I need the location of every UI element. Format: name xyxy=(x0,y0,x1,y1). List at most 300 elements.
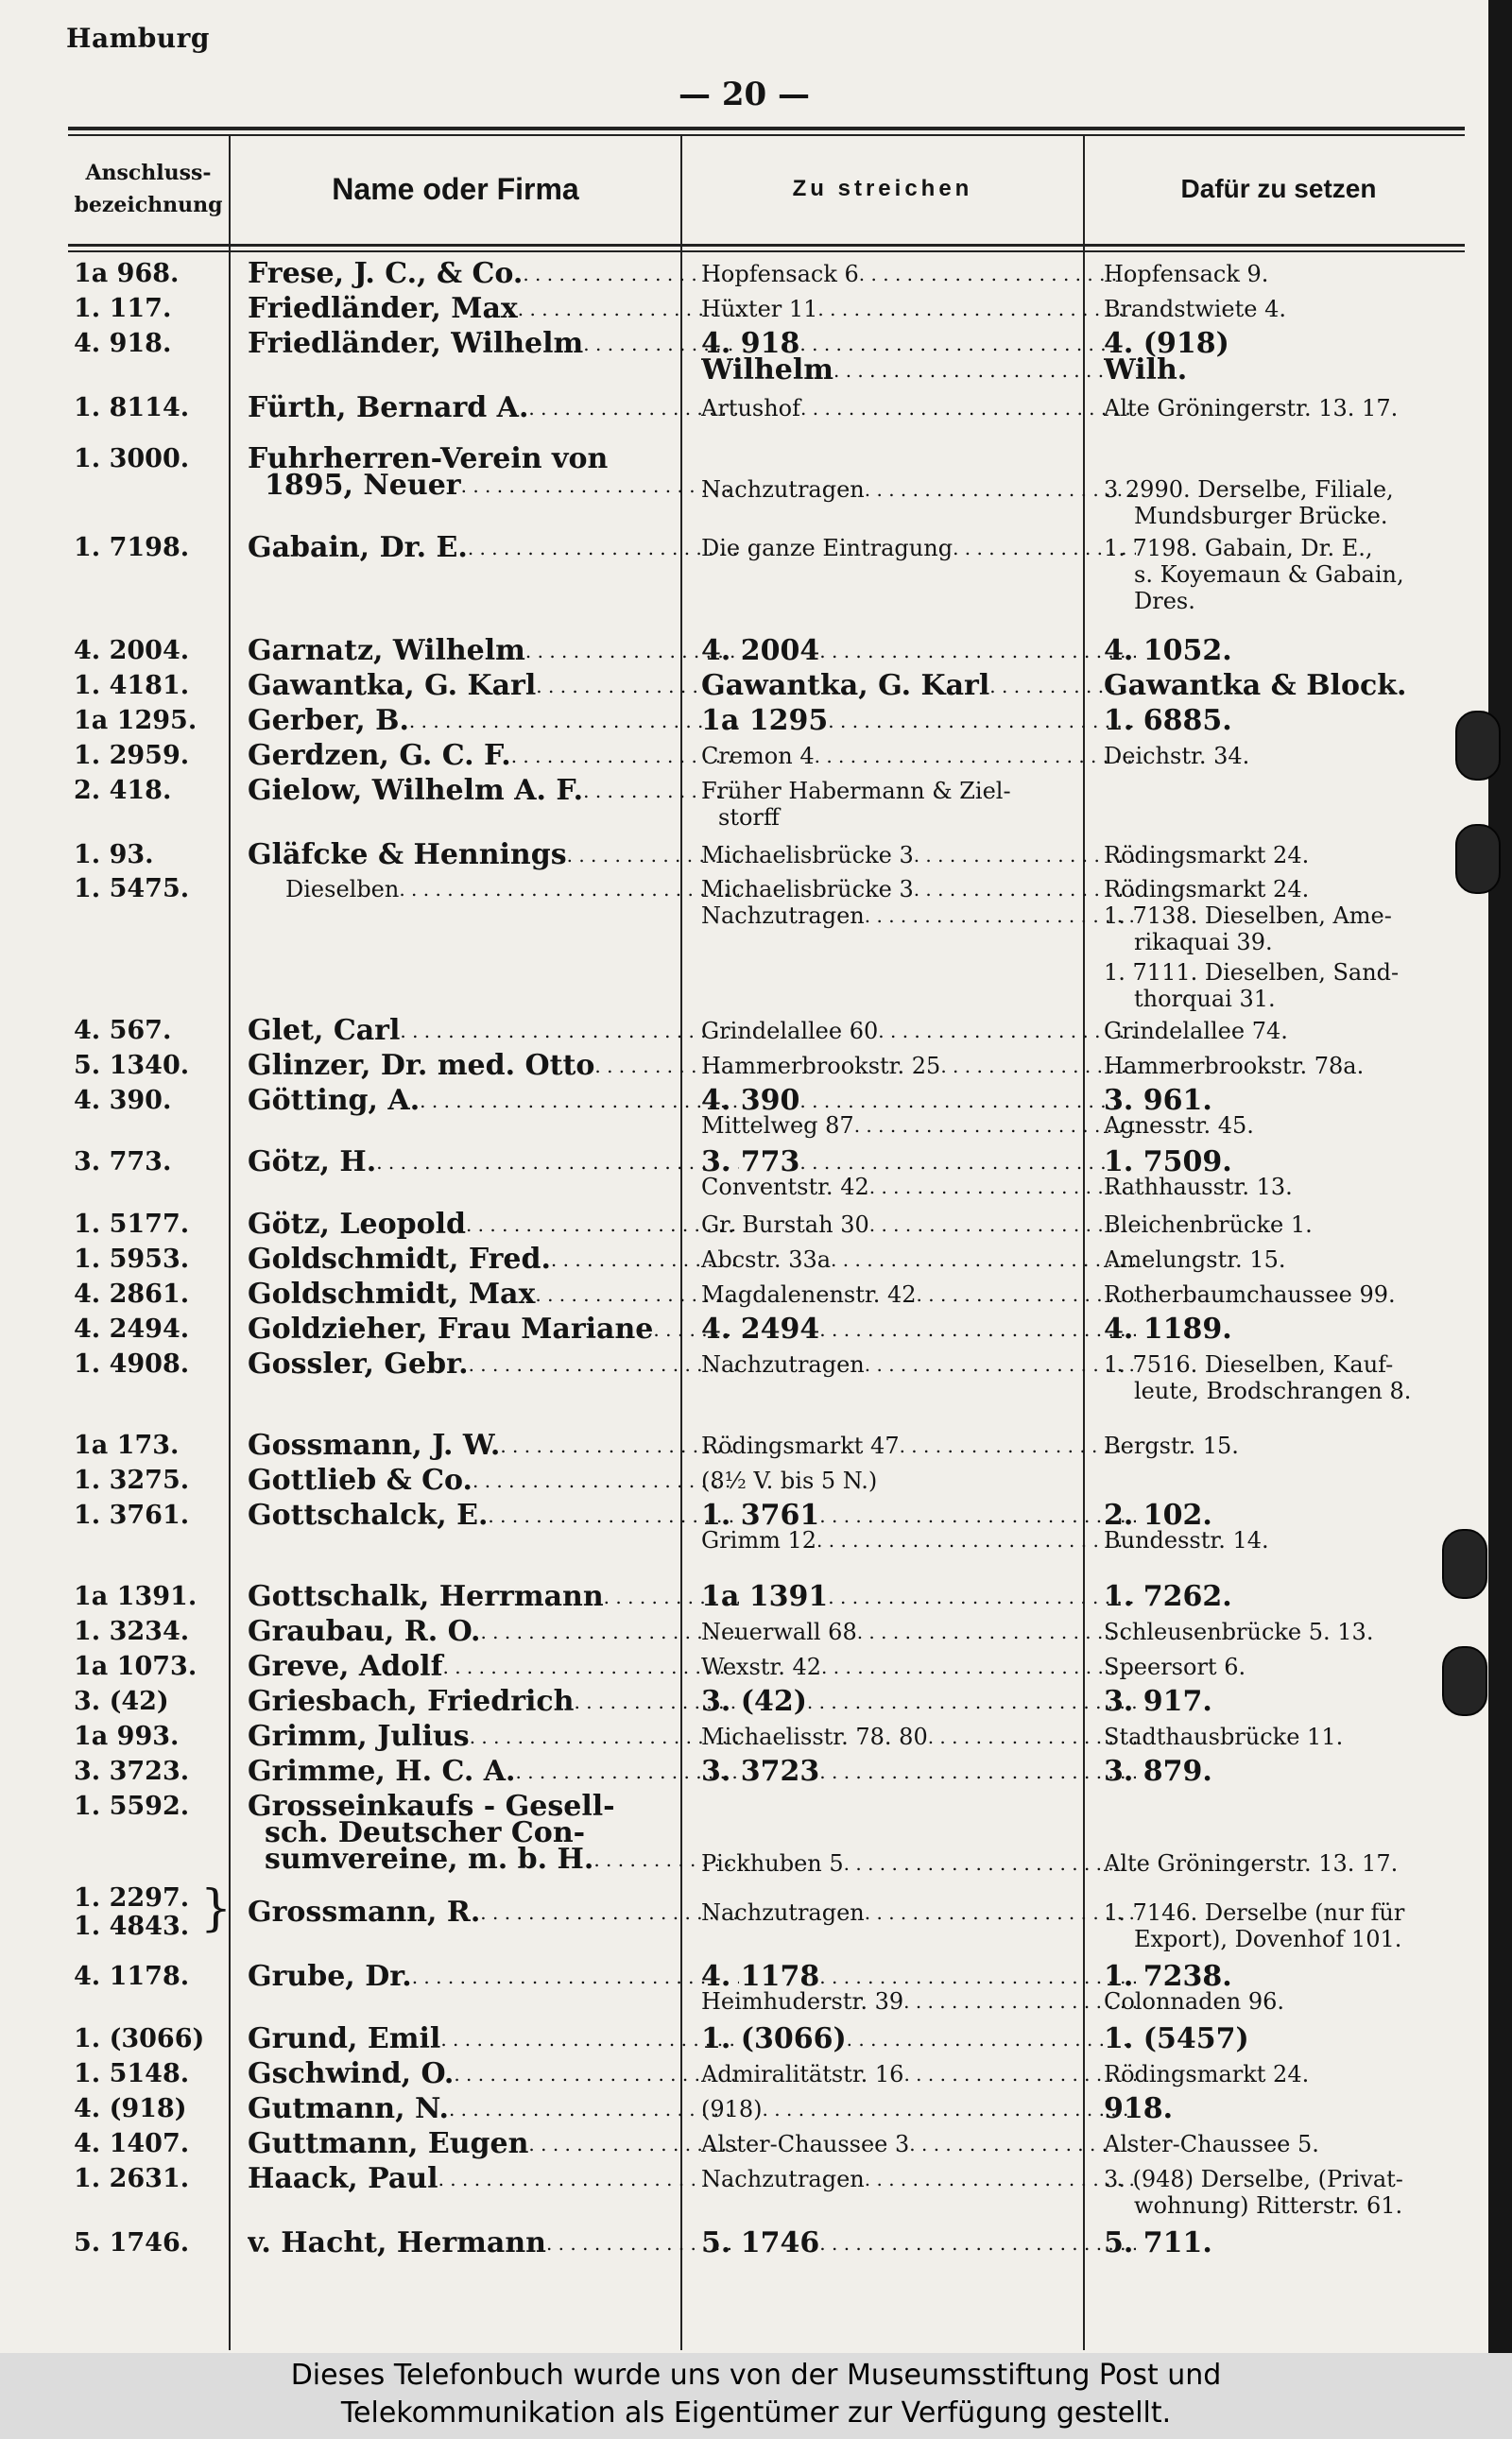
entry-name-text: Götting, A. xyxy=(248,1084,421,1117)
entry-strike-text: Neuerwall 68 xyxy=(701,1619,857,1645)
entry-name-text: Grimm, Julius xyxy=(248,1720,470,1753)
entry-name-text: Grimme, H. C. A. xyxy=(248,1755,516,1788)
entry-set: Brandstwiete 4. xyxy=(1104,296,1286,322)
entry-set: Speersort 6. xyxy=(1104,1654,1246,1680)
entry-strike-text: Hammerbrookstr. 25 xyxy=(701,1053,941,1079)
binder-hole-icon xyxy=(1442,1646,1487,1716)
entry-name-text: Friedländer, Wilhelm xyxy=(248,327,584,360)
entry-name-text: Götz, H. xyxy=(248,1145,377,1178)
entry-name-text: Gschwind, O. xyxy=(248,2057,455,2090)
dot-leader xyxy=(865,472,1136,507)
entry-strike-text: 5. 1746 xyxy=(701,2226,820,2259)
entry-number: 4. 2494. xyxy=(74,1314,190,1344)
entry-strike-text: 3. (42) xyxy=(701,1685,807,1718)
entry-set-line: 3. 961. xyxy=(1104,1084,1212,1117)
entry-name xyxy=(248,1685,739,1719)
entry-name xyxy=(248,1049,739,1083)
dot-leader xyxy=(859,257,1136,291)
entry-name-text: Grube, Dr. xyxy=(248,1960,412,1993)
entry-name xyxy=(248,391,739,425)
dot-leader xyxy=(472,1464,739,1498)
entry-set: Deichstr. 34. xyxy=(1104,743,1250,769)
entry-name xyxy=(248,531,739,565)
entry-name xyxy=(248,1650,739,1684)
entry-strike xyxy=(701,1145,1136,1204)
entry-number: 4. 1178. xyxy=(74,1962,190,1991)
entry-set-line: 1. 7138. Dieselben, Ame- xyxy=(1104,902,1392,929)
entry-set-line: 3. (948) Derselbe, (Privat- xyxy=(1104,2166,1403,2192)
entry-number: 1. 7198. xyxy=(74,533,190,562)
entry-name xyxy=(248,1960,739,1994)
entry-number: 1. 8114. xyxy=(74,393,190,422)
dot-leader xyxy=(376,1145,739,1179)
entry-strike xyxy=(701,2226,1136,2260)
dot-leader xyxy=(869,1208,1136,1242)
entry-strike-text: Abcstr. 33a xyxy=(701,1246,832,1273)
entry-strike-text: Artushof xyxy=(701,395,801,421)
entry-strike xyxy=(701,1615,1136,1649)
entry-set: 5. 711. xyxy=(1104,2226,1212,2259)
entry-number: 1. 2959. xyxy=(74,741,190,770)
entry-strike-text: Nachzutragen xyxy=(701,1899,865,1926)
entry-name xyxy=(248,2127,739,2161)
entry-name xyxy=(248,1348,739,1382)
entry-strike xyxy=(701,739,1136,773)
entry-strike xyxy=(701,1014,1136,1048)
entry-strike-text: 4. 390 xyxy=(701,1084,800,1117)
entry-strike-text: 4. 2494 xyxy=(701,1313,820,1346)
entry-number: 4. 567. xyxy=(74,1016,172,1045)
entry-strike-text: (918) xyxy=(701,2096,763,2122)
entry-number: 1. 5953. xyxy=(74,1245,190,1274)
entry-name xyxy=(248,1208,739,1242)
entry-set-line: Export), Dovenhof 101. xyxy=(1134,1926,1402,1952)
entry-set: 1. 6885. xyxy=(1104,704,1232,737)
entry-set-line: 3 2990. Derselbe, Filiale, xyxy=(1104,476,1394,503)
entry-number: 1a 1295. xyxy=(74,706,198,735)
column-header-anschluss-line1: Anschluss- xyxy=(85,161,212,185)
dot-leader xyxy=(420,1084,739,1118)
entry-number: 1. 5148. xyxy=(74,2059,190,2088)
entry-name xyxy=(248,1464,739,1498)
dot-leader xyxy=(847,2022,1136,2056)
entry-set-line: wohnung) Ritterstr. 61. xyxy=(1134,2192,1403,2219)
entry-name xyxy=(248,774,739,808)
entry-number: 1a 1391. xyxy=(74,1582,198,1611)
entry-name-text: Frese, J. C., & Co. xyxy=(248,257,524,290)
entry-strike xyxy=(701,1650,1136,1684)
entry-set: Rotherbaumchaussee 99. xyxy=(1104,1281,1396,1308)
entry-name xyxy=(248,1615,739,1649)
entry-number: 4. 2004. xyxy=(74,636,190,665)
entry-strike-line: storff xyxy=(718,804,780,831)
running-head: Hamburg xyxy=(66,23,210,54)
dot-leader xyxy=(480,1615,739,1649)
entry-strike xyxy=(701,327,1136,387)
entry-strike xyxy=(701,1960,1136,2018)
entry-strike xyxy=(701,1313,1136,1347)
entry-strike xyxy=(701,1243,1136,1277)
entry-strike xyxy=(701,2057,1136,2091)
dot-leader xyxy=(438,2162,739,2196)
entry-strike xyxy=(701,634,1136,668)
entry-name-text: Goldzieher, Frau Mariane xyxy=(248,1313,654,1346)
entry-name xyxy=(248,704,739,738)
entry-set: 4. 1052. xyxy=(1104,634,1232,667)
entry-strike xyxy=(701,669,1136,703)
entry-number: 2. 418. xyxy=(74,776,172,805)
footer-line-1: Dieses Telefonbuch wurde uns von der Museumsstiftung Post und xyxy=(290,2359,1222,2392)
dot-leader xyxy=(466,1208,739,1242)
entry-strike: (8½ V. bis 5 N.) xyxy=(701,1468,878,1494)
dot-leader xyxy=(819,1755,1136,1789)
dot-leader xyxy=(800,391,1136,425)
dot-leader xyxy=(878,1014,1136,1048)
dot-leader xyxy=(869,1170,1136,1204)
dot-leader xyxy=(469,1348,739,1382)
binder-hole-icon xyxy=(1442,1529,1487,1599)
entry-set: Hopfensack 9. xyxy=(1104,261,1269,287)
entry-strike xyxy=(701,872,1136,933)
entry-number: 5. 1340. xyxy=(74,1051,190,1080)
entry-name xyxy=(248,2226,739,2260)
entry-strike xyxy=(701,1049,1136,1083)
entry-strike xyxy=(701,1348,1136,1382)
entry-name-text: Gielow, Wilhelm A. F. xyxy=(248,774,584,807)
entry-number: 1. 5592. xyxy=(74,1792,190,1821)
entry-name-text: v. Hacht, Hermann xyxy=(248,2226,546,2259)
dot-leader xyxy=(468,531,739,565)
entry-name-text: Greve, Adolf xyxy=(248,1650,443,1683)
entry-name xyxy=(248,292,739,326)
entry-strike-text: Wilhelm xyxy=(701,353,833,386)
entry-set xyxy=(1104,1896,1512,1956)
entry-name-text: Grossmann, R. xyxy=(248,1896,481,1929)
entry-number: 4. 1407. xyxy=(74,2129,190,2158)
footer-notice xyxy=(0,2353,1512,2439)
entry-number: 1a 173. xyxy=(74,1431,180,1460)
dot-leader xyxy=(815,739,1136,773)
column-header-name: Name oder Firma xyxy=(332,171,579,206)
entry-number: 1. 3000. xyxy=(74,444,190,473)
entry-set: Hammerbrookstr. 78a. xyxy=(1104,1053,1365,1079)
binder-hole-icon xyxy=(1455,824,1501,894)
entry-number: 4. 390. xyxy=(74,1086,172,1115)
entry-set-line: Wilh. xyxy=(1104,353,1188,386)
entry-strike xyxy=(701,1580,1136,1614)
entry-strike xyxy=(701,704,1136,738)
entry-name-text: Gawantka, G. Karl xyxy=(248,669,537,702)
dot-leader xyxy=(763,2092,1136,2126)
entry-set: 3. 879. xyxy=(1104,1755,1212,1788)
entry-number: 3. 773. xyxy=(74,1147,172,1177)
entry-name xyxy=(248,2092,739,2126)
entry-name xyxy=(248,327,739,361)
entry-number: 4. (918) xyxy=(74,2094,187,2123)
entry-set xyxy=(1104,1960,1512,2018)
entry-name-text: Götz, Leopold xyxy=(248,1208,466,1241)
entry-name xyxy=(248,1145,739,1179)
entry-set: Stadthausbrücke 11. xyxy=(1104,1724,1344,1750)
entry-name-text: Grund, Emil xyxy=(248,2022,441,2055)
entry-name-text: Gottschalk, Herrmann xyxy=(248,1580,604,1613)
entry-name-text: Goldschmidt, Fred. xyxy=(248,1243,551,1276)
entry-set-line: s. Koyemaun & Gabain, xyxy=(1134,561,1404,588)
entry-strike-text: Admiralitätstr. 16 xyxy=(701,2061,904,2087)
entry-name-text: Gabain, Dr. E. xyxy=(248,531,468,564)
entry-strike xyxy=(701,1278,1136,1312)
entry-name xyxy=(248,669,739,703)
entry-strike xyxy=(701,2092,1136,2126)
entry-strike xyxy=(701,1846,1136,1881)
entry-set-line: Rödingsmarkt 24. xyxy=(1104,876,1310,902)
entry-set: 1. 7262. xyxy=(1104,1580,1232,1613)
entry-name-text: Griesbach, Friedrich xyxy=(248,1685,575,1718)
entry-name-text: Friedländer, Max xyxy=(248,292,518,325)
entry-strike xyxy=(701,1896,1136,1930)
entry-set: Alte Gröningerstr. 13. 17. xyxy=(1104,395,1399,421)
entry-name xyxy=(248,1014,739,1048)
entry-name xyxy=(248,1580,739,1614)
column-header-streichen: Zu streichen xyxy=(792,176,973,201)
brace: } xyxy=(200,1881,232,1937)
entry-set: Alster-Chaussee 5. xyxy=(1104,2131,1319,2157)
entry-strike xyxy=(701,1429,1136,1463)
entry-strike-text: Rödingsmarkt 47 xyxy=(701,1433,900,1459)
entry-number: 1a 1073. xyxy=(74,1652,198,1681)
entry-set xyxy=(1104,327,1512,387)
entry-strike-text: Hüxter 11 xyxy=(701,296,818,322)
entry-set-line: thorquai 31. xyxy=(1134,986,1276,1012)
entry-number: 4. 2861. xyxy=(74,1280,190,1309)
entry-set-line: leute, Brodschrangen 8. xyxy=(1134,1378,1412,1404)
dot-leader xyxy=(454,2057,739,2091)
entry-strike-text: Michaelisbrücke 3 xyxy=(701,876,914,902)
entry-set: Gawantka & Block. xyxy=(1104,669,1407,702)
entry-set: Amelungstr. 15. xyxy=(1104,1246,1286,1273)
dot-leader xyxy=(854,1108,1136,1142)
entry-strike-text: Michaelisbrücke 3 xyxy=(701,842,914,868)
entry-set-line: Rathhausstr. 13. xyxy=(1104,1174,1293,1200)
dot-leader xyxy=(909,2127,1136,2161)
column-divider-1 xyxy=(229,134,231,2350)
entry-strike xyxy=(701,1755,1136,1789)
entry-strike xyxy=(701,391,1136,425)
entry-strike xyxy=(701,292,1136,326)
entry-set: 918. xyxy=(1104,2092,1174,2125)
entry-name xyxy=(248,2057,739,2091)
entry-name xyxy=(248,442,739,503)
entry-set: Bergstr. 15. xyxy=(1104,1433,1239,1459)
entry-strike-text: Alster-Chaussee 3 xyxy=(701,2131,910,2157)
entry-number: 1. 117. xyxy=(74,294,172,323)
dot-leader xyxy=(440,2022,739,2056)
entry-strike-text: Cremon 4 xyxy=(701,743,815,769)
entry-number: 1a 993. xyxy=(74,1722,180,1751)
entry-name xyxy=(248,257,739,291)
dot-leader xyxy=(900,1429,1136,1463)
entry-set-line: 2. 102. xyxy=(1104,1499,1212,1532)
entry-number: 4. 918. xyxy=(74,329,172,358)
entry-set-line: 1. 7198. Gabain, Dr. E., xyxy=(1104,535,1373,561)
entry-set xyxy=(1104,2162,1512,2223)
header-rule-thin xyxy=(68,250,1465,252)
entry-set-line: 1. 7238. xyxy=(1104,1960,1232,1993)
entry-set-line: Dres. xyxy=(1134,588,1195,614)
entry-name-text: Gossmann, J. W. xyxy=(248,1429,501,1462)
entry-strike-text: Magdalenenstr. 42 xyxy=(701,1281,917,1308)
entry-name xyxy=(248,1243,739,1277)
entry-name xyxy=(248,838,739,872)
entry-name-text: Gerber, B. xyxy=(248,704,409,737)
entry-name xyxy=(248,872,739,906)
entry-strike-text: 1a 1295 xyxy=(701,704,829,737)
entry-set: 4. 1189. xyxy=(1104,1313,1232,1346)
entry-name xyxy=(248,739,739,773)
entry-name xyxy=(248,1313,739,1347)
entry-set-line: Mundsburger Brücke. xyxy=(1134,503,1388,529)
dot-leader xyxy=(914,838,1136,872)
entry-name xyxy=(248,1896,739,1930)
entry-name-line: Grosseinkaufs - Gesell- xyxy=(248,1790,615,1823)
dot-leader xyxy=(819,1313,1136,1347)
entry-number: 1. 4181. xyxy=(74,671,190,700)
dot-leader xyxy=(903,1984,1136,2018)
column-header-anschluss xyxy=(68,132,229,246)
entry-name-text: 1895, Neuer xyxy=(265,469,461,502)
entry-name xyxy=(248,1755,739,1789)
dot-leader xyxy=(865,899,1136,933)
entry-number: 1a 968. xyxy=(74,259,180,288)
entry-number: 1. 3234. xyxy=(74,1617,190,1646)
entry-strike xyxy=(701,774,1136,834)
entry-number-line: 1. 4843. xyxy=(74,1913,190,1941)
entry-set xyxy=(1104,1084,1512,1142)
dot-leader xyxy=(412,1960,739,1994)
entry-strike xyxy=(701,838,1136,872)
dot-leader xyxy=(865,1348,1136,1382)
entry-name xyxy=(248,1720,739,1754)
dot-leader xyxy=(399,872,739,906)
entry-name-text: Dieselben xyxy=(285,876,400,902)
entry-strike-text: 1. 3761 xyxy=(701,1499,820,1532)
column-header-setzen: Dafür zu setzen xyxy=(1180,174,1377,203)
dot-leader xyxy=(828,1580,1136,1614)
entry-name-text: Haack, Paul xyxy=(248,2162,438,2195)
entry-set xyxy=(1104,1348,1512,1408)
entry-name-text: Gläfcke & Hennings xyxy=(248,838,567,871)
entry-strike-text: Conventstr. 42 xyxy=(701,1174,869,1200)
entry-strike-text: Pickhuben 5 xyxy=(701,1850,844,1877)
dot-leader xyxy=(409,704,739,738)
entry-set-line: Colonnaden 96. xyxy=(1104,1988,1284,2015)
entry-set: 3. 917. xyxy=(1104,1685,1212,1718)
entry-strike xyxy=(701,1208,1136,1242)
entry-strike-text: Nachzutragen xyxy=(701,2166,865,2192)
entry-strike-text: Michaelisstr. 78. 80 xyxy=(701,1724,928,1750)
entry-strike-text: Gawantka, G. Karl xyxy=(701,669,990,702)
entry-strike xyxy=(701,2022,1136,2056)
entry-set-line: Agnesstr. 45. xyxy=(1104,1112,1254,1139)
entry-set-line: rikaquai 39. xyxy=(1134,929,1273,955)
dot-leader xyxy=(865,1896,1136,1930)
entry-name xyxy=(248,1429,739,1463)
entry-set xyxy=(1104,531,1512,618)
dot-leader xyxy=(442,1650,739,1684)
entry-number: 3. 3723. xyxy=(74,1757,190,1786)
entry-strike-text: 1. (3066) xyxy=(701,2022,847,2055)
entry-set-line: 1. 7111. Dieselben, Sand- xyxy=(1104,959,1400,986)
dot-leader xyxy=(857,1615,1136,1649)
entry-name xyxy=(248,634,739,668)
entry-name xyxy=(248,1499,739,1533)
entry-strike xyxy=(701,531,1136,565)
entry-set-line: Bundesstr. 14. xyxy=(1104,1527,1269,1554)
entry-set xyxy=(1104,872,1512,1016)
dot-leader xyxy=(400,1014,739,1048)
entry-strike-text: 4. 1178 xyxy=(701,1960,820,1993)
dot-leader xyxy=(903,2057,1136,2091)
entry-strike xyxy=(701,1499,1136,1557)
entry-set xyxy=(1104,472,1512,533)
entry-set-line: 1. 7516. Dieselben, Kauf- xyxy=(1104,1351,1394,1378)
dot-leader xyxy=(807,1685,1136,1719)
entry-strike-text: Gr. Burstah 30 xyxy=(701,1211,869,1238)
entry-strike xyxy=(701,2162,1136,2196)
entry-set: Rödingsmarkt 24. xyxy=(1104,842,1310,868)
entry-name-text: Glet, Carl xyxy=(248,1014,401,1047)
entry-strike-text: 4. 2004 xyxy=(701,634,820,667)
dot-leader xyxy=(817,292,1136,326)
entry-strike-text: Hopfensack 6 xyxy=(701,261,859,287)
entry-number: 1. 4908. xyxy=(74,1349,190,1379)
entry-strike xyxy=(701,2127,1136,2161)
entry-strike-text: Nachzutragen xyxy=(701,1351,865,1378)
entry-name-line: Fuhrherren-Verein von xyxy=(248,442,609,475)
page-edge xyxy=(1488,0,1512,2353)
entry-number: 1. 3761. xyxy=(74,1501,190,1530)
entry-strike xyxy=(701,1084,1136,1142)
entry-set-line: 1. 7146. Derselbe (nur für xyxy=(1104,1899,1405,1926)
entry-set: Rödingsmarkt 24. xyxy=(1104,2061,1310,2087)
dot-leader xyxy=(449,2092,739,2126)
entry-number: 1. 2631. xyxy=(74,2164,190,2193)
entry-strike xyxy=(701,1720,1136,1754)
dot-leader xyxy=(816,1523,1136,1557)
entry-strike-text: Nachzutragen xyxy=(701,476,865,503)
entry-set: Bleichenbrücke 1. xyxy=(1104,1211,1313,1238)
entry-strike-text: Wexstr. 42 xyxy=(701,1654,822,1680)
entry-set-line: 4. (918) xyxy=(1104,327,1229,360)
entry-strike-line: Früher Habermann & Ziel- xyxy=(701,778,1011,804)
entry-strike-text: Mittelweg 87 xyxy=(701,1112,854,1139)
entry-name-text: Gossler, Gebr. xyxy=(248,1348,469,1381)
entry-name xyxy=(248,2162,739,2196)
entry-name-text: Gottlieb & Co. xyxy=(248,1464,472,1497)
entry-name-text: Gerdzen, G. C. F. xyxy=(248,739,511,772)
entry-strike xyxy=(701,472,1136,507)
entry-strike-text: 3. 773 xyxy=(701,1145,800,1178)
entry-set xyxy=(1104,1145,1512,1204)
entry-set: Schleusenbrücke 5. 13. xyxy=(1104,1619,1374,1645)
entry-name xyxy=(248,1084,739,1118)
entry-name xyxy=(248,1790,739,1877)
dot-leader xyxy=(831,1243,1136,1277)
dot-leader xyxy=(470,1720,739,1754)
entry-number: 1. 93. xyxy=(74,840,154,869)
top-rule xyxy=(68,127,1465,130)
dot-leader xyxy=(461,469,739,503)
